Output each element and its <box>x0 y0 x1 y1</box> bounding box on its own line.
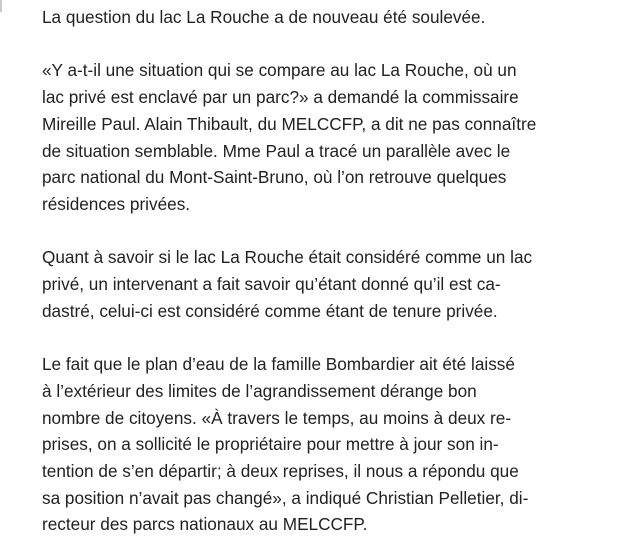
paragraph-line: de situation semblable. Mme Paul a tracé un parallèle avec le <box>42 140 511 161</box>
paragraph-tenure-privee <box>42 244 594 324</box>
paragraph-line: Le fait que le plan d’eau de la famille Bombardier ait été laissé <box>42 354 515 375</box>
paragraph-line: Quant à savoir si le lac La Rouche était considéré comme un lac <box>42 247 533 268</box>
paragraph-famille-bombardier <box>42 351 594 538</box>
paragraph-line: privé, un intervenant a fait savoir qu’étant donné qu’il est ca- <box>42 274 501 294</box>
paragraph-line: lac privé est enclavé par un parc?» a demandé la commissaire <box>42 87 519 108</box>
left-edge-divider <box>0 0 2 12</box>
paragraph-lac-la-rouche-question <box>42 4 594 31</box>
paragraph-line: tention de s’en départir; à deux reprises, il nous a répondu que <box>42 460 519 481</box>
paragraph-line: parc national du Mont-Saint-Bruno, où l’on retrouve quelques <box>42 167 507 188</box>
paragraph-line: Mireille Paul. Alain Thibault, du MELCCFP, a dit ne pas connaître <box>42 113 537 134</box>
article-body <box>42 4 594 538</box>
paragraph-line: résidences privées. <box>42 193 191 214</box>
paragraph-line: à l’extérieur des limites de l’agrandissement dérange bon <box>42 380 477 401</box>
paragraph-line: nombre de citoyens. «À travers le temps, au moins à deux re- <box>42 407 512 428</box>
paragraph-line: dastré, celui-ci est considéré comme étant de tenure privée. <box>42 300 498 321</box>
paragraph-commissaire-question <box>42 57 594 217</box>
paragraph-line: recteur des parcs nationaux au MELCCFP. <box>42 514 368 535</box>
paragraph-line: sa position n’avait pas changé», a indiqué Christian Pelletier, di- <box>42 487 529 508</box>
paragraph-line: «Y a-t-il une situation qui se compare au lac La Rouche, où un <box>42 60 517 81</box>
paragraph-line: prises, on a sollicité le propriétaire pour mettre à jour son in- <box>42 434 499 455</box>
paragraph-line: La question du lac La Rouche a de nouveau été soulevée. <box>42 7 486 27</box>
